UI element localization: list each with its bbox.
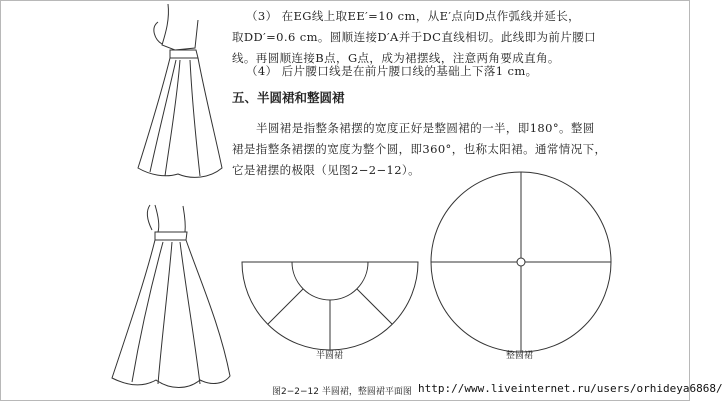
step3-line3: 线。再圆顺连接B点，G点，成为裙摆线，注意两角要成直角。 [232, 51, 560, 65]
section-heading: 五、半圆裙和整圆裙 [232, 90, 345, 105]
watermark-url: http://www.liveinternet.ru/users/orhideya6868/ [418, 382, 723, 395]
step4-text: （4） 后片腰口线是在前片腰口线的基础上下落1 cm。 [246, 64, 538, 78]
description-line3: 它是裙摆的极限（见图2−2−12）。 [232, 163, 420, 177]
full-circle-caption: 整圆裙 [506, 351, 534, 361]
flared-skirt-illustration-top [138, 4, 222, 177]
step3-line1: （3） 在EG线上取EE′=10 cm，从E′点向D点作弧线并延长， [246, 9, 581, 23]
figure-caption: 图2−2−12 半圆裙，整圆裙平面图 [272, 387, 412, 397]
description-line1: 半圆裙是指整条裙摆的宽度正好是整圆裙的一半，即180°。整圆 [256, 121, 595, 135]
half-circle-caption: 半圆裙 [316, 351, 344, 361]
flared-skirt-illustration-bottom [112, 205, 230, 388]
full-circle-skirt-diagram [431, 172, 611, 352]
description-line2: 裙是指整条裙摆的宽度为整个圆，即360°，也称太阳裙。通常情况下， [232, 142, 607, 156]
step3-line2: 取DD′=0.6 cm。圆顺连接D′A并于DC直线相切。此线即为前片腰口 [232, 30, 597, 44]
half-circle-skirt-diagram [242, 262, 418, 350]
